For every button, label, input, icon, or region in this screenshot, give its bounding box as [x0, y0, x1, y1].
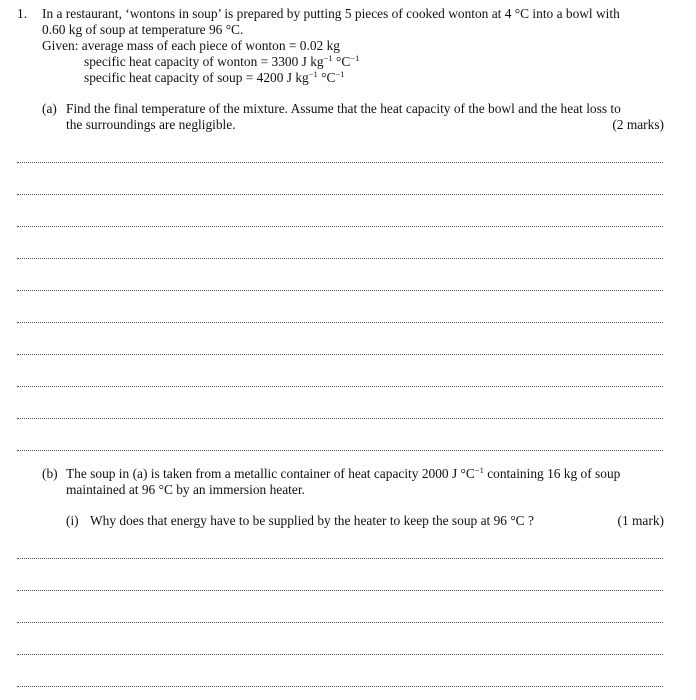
question-number: 1.: [17, 6, 28, 21]
part-b-label: (b): [42, 466, 58, 481]
part-b-line-1: [66, 466, 620, 482]
shc-soup-unit: °C: [317, 70, 336, 85]
answer-line-a-9[interactable]: [17, 418, 663, 419]
answer-line-a-10[interactable]: [17, 450, 663, 451]
answer-line-a-7[interactable]: [17, 354, 663, 355]
shc-wonton-exp2: −1: [350, 53, 360, 63]
part-b-line-1-b: containing 16 kg of soup: [483, 466, 621, 481]
question-intro-line-2: 0.60 kg of soup at temperature 96 °C.: [42, 22, 244, 37]
shc-wonton-line: [84, 54, 359, 70]
answer-line-a-3[interactable]: [17, 226, 663, 227]
answer-line-b-3[interactable]: [17, 622, 663, 623]
answer-line-b-5[interactable]: [17, 686, 663, 687]
answer-line-b-4[interactable]: [17, 654, 663, 655]
given-mass-line: Given: average mass of each piece of wonton = 0.02 kg: [42, 38, 340, 53]
part-b-line-1-a: The soup in (a) is taken from a metallic container of heat capacity 2000 J °C: [66, 466, 475, 481]
shc-soup-text: specific heat capacity of soup = 4200 J kg: [84, 70, 309, 85]
answer-line-a-6[interactable]: [17, 322, 663, 323]
answer-line-a-8[interactable]: [17, 386, 663, 387]
part-b-i-text: Why does that energy have to be supplied by the heater to keep the soup at 96 °C ?: [90, 513, 534, 528]
part-a-label: (a): [42, 101, 57, 116]
question-intro-line-1: In a restaurant, ‘wontons in soup’ is prepared by putting 5 pieces of cooked wonton at 4 °C into a bowl with: [42, 6, 620, 21]
shc-soup-line: [84, 70, 344, 86]
answer-line-a-1[interactable]: [17, 162, 663, 163]
part-a-marks: (2 marks): [612, 117, 664, 132]
shc-wonton-text: specific heat capacity of wonton = 3300 J kg: [84, 54, 324, 69]
shc-soup-exp2: −1: [335, 69, 345, 79]
shc-wonton-exp: −1: [323, 53, 333, 63]
part-b-line-2: maintained at 96 °C by an immersion heater.: [66, 482, 305, 497]
shc-soup-exp: −1: [308, 69, 318, 79]
answer-line-a-4[interactable]: [17, 258, 663, 259]
part-b-i-marks: (1 mark): [617, 513, 664, 528]
shc-wonton-unit: °C: [332, 54, 351, 69]
answer-line-a-5[interactable]: [17, 290, 663, 291]
part-a-line-2: the surroundings are negligible.: [66, 117, 236, 132]
part-b-i-label: (i): [66, 513, 79, 528]
part-b-exp: −1: [474, 465, 484, 475]
answer-line-b-2[interactable]: [17, 590, 663, 591]
part-a-line-1: Find the final temperature of the mixture. Assume that the heat capacity of the bowl and the heat loss to: [66, 101, 621, 116]
answer-line-b-1[interactable]: [17, 558, 663, 559]
answer-line-a-2[interactable]: [17, 194, 663, 195]
